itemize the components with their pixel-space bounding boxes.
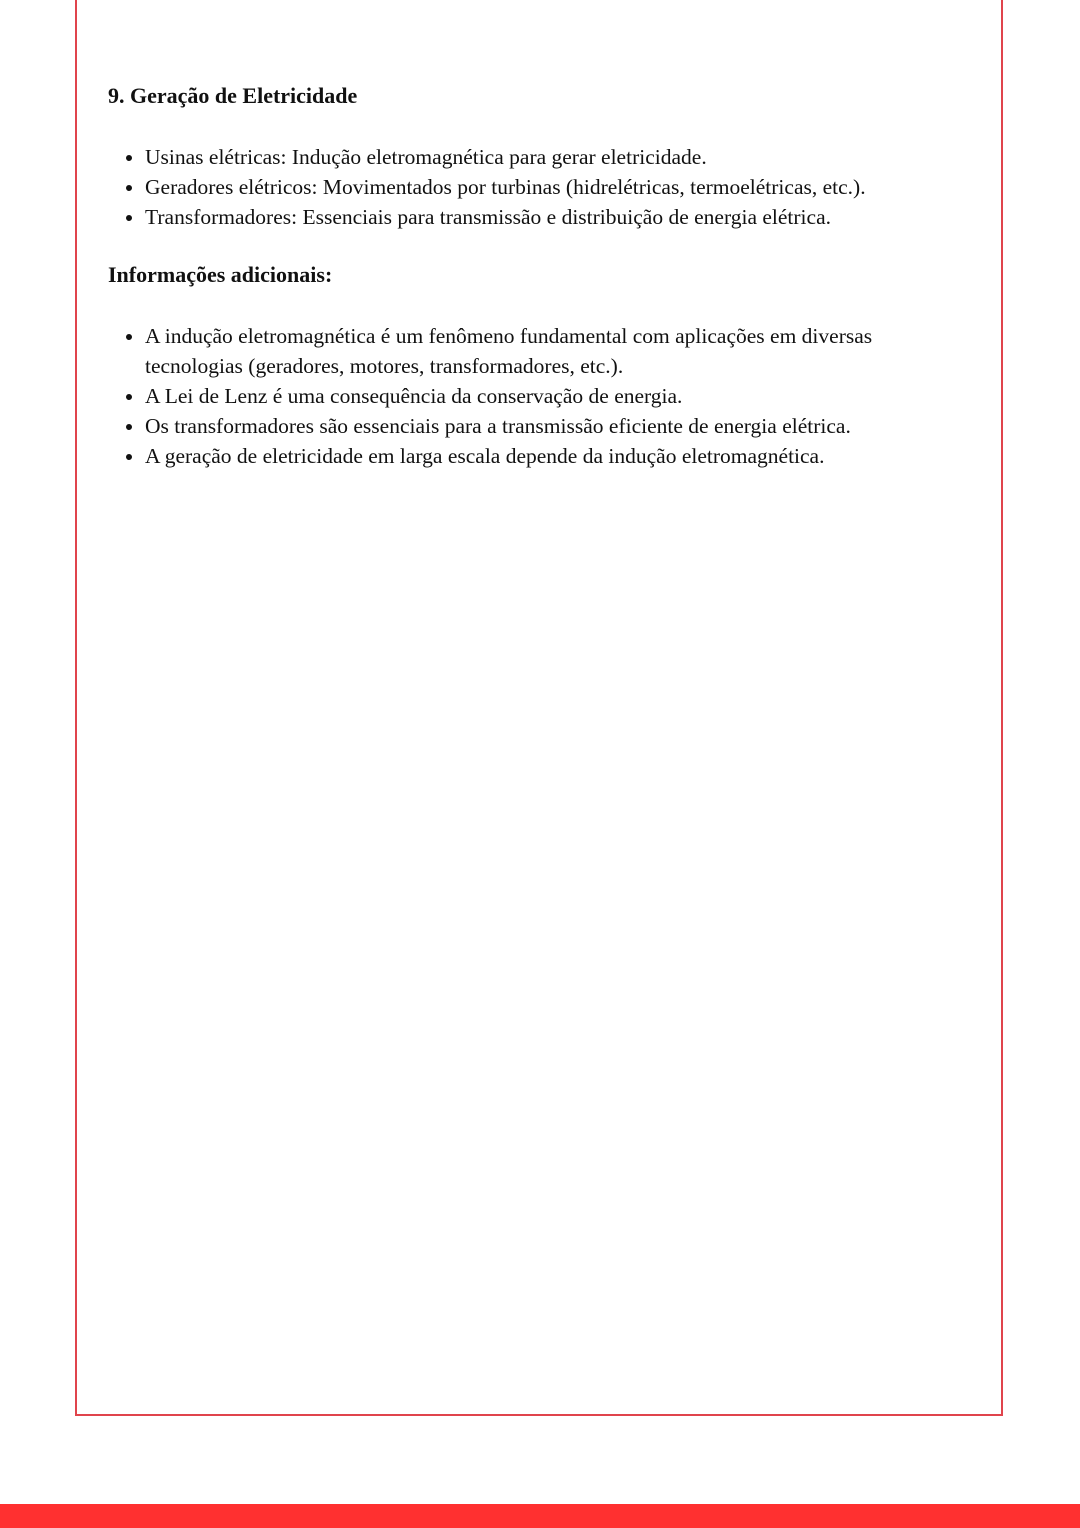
footer-bar	[0, 1504, 1080, 1528]
list-item: • Geradores elétricos: Movimentados por turbinas (hidrelétricas, termoelétricas, etc.).	[145, 172, 945, 202]
list-item: • A indução eletromagnética é um fenômeno fundamental com aplicações em diversas tecnologias (geradores, motores, transformadores, etc.).	[145, 321, 935, 381]
list-item: • A Lei de Lenz é uma consequência da conservação de energia.	[145, 381, 935, 411]
list-item: • Transformadores: Essenciais para transmissão e distribuição de energia elétrica.	[145, 202, 945, 232]
section-list	[108, 142, 945, 232]
additional-heading: Informações adicionais:	[108, 262, 333, 287]
list-item: • A geração de eletricidade em larga escala depende da indução eletromagnética.	[145, 441, 935, 471]
additional-list	[108, 321, 935, 471]
list-item: • Os transformadores são essenciais para a transmissão eficiente de energia elétrica.	[145, 411, 935, 441]
section-heading: 9. Geração de Eletricidade	[108, 83, 358, 108]
list-item: • Usinas elétricas: Indução eletromagnética para gerar eletricidade.	[145, 142, 945, 172]
